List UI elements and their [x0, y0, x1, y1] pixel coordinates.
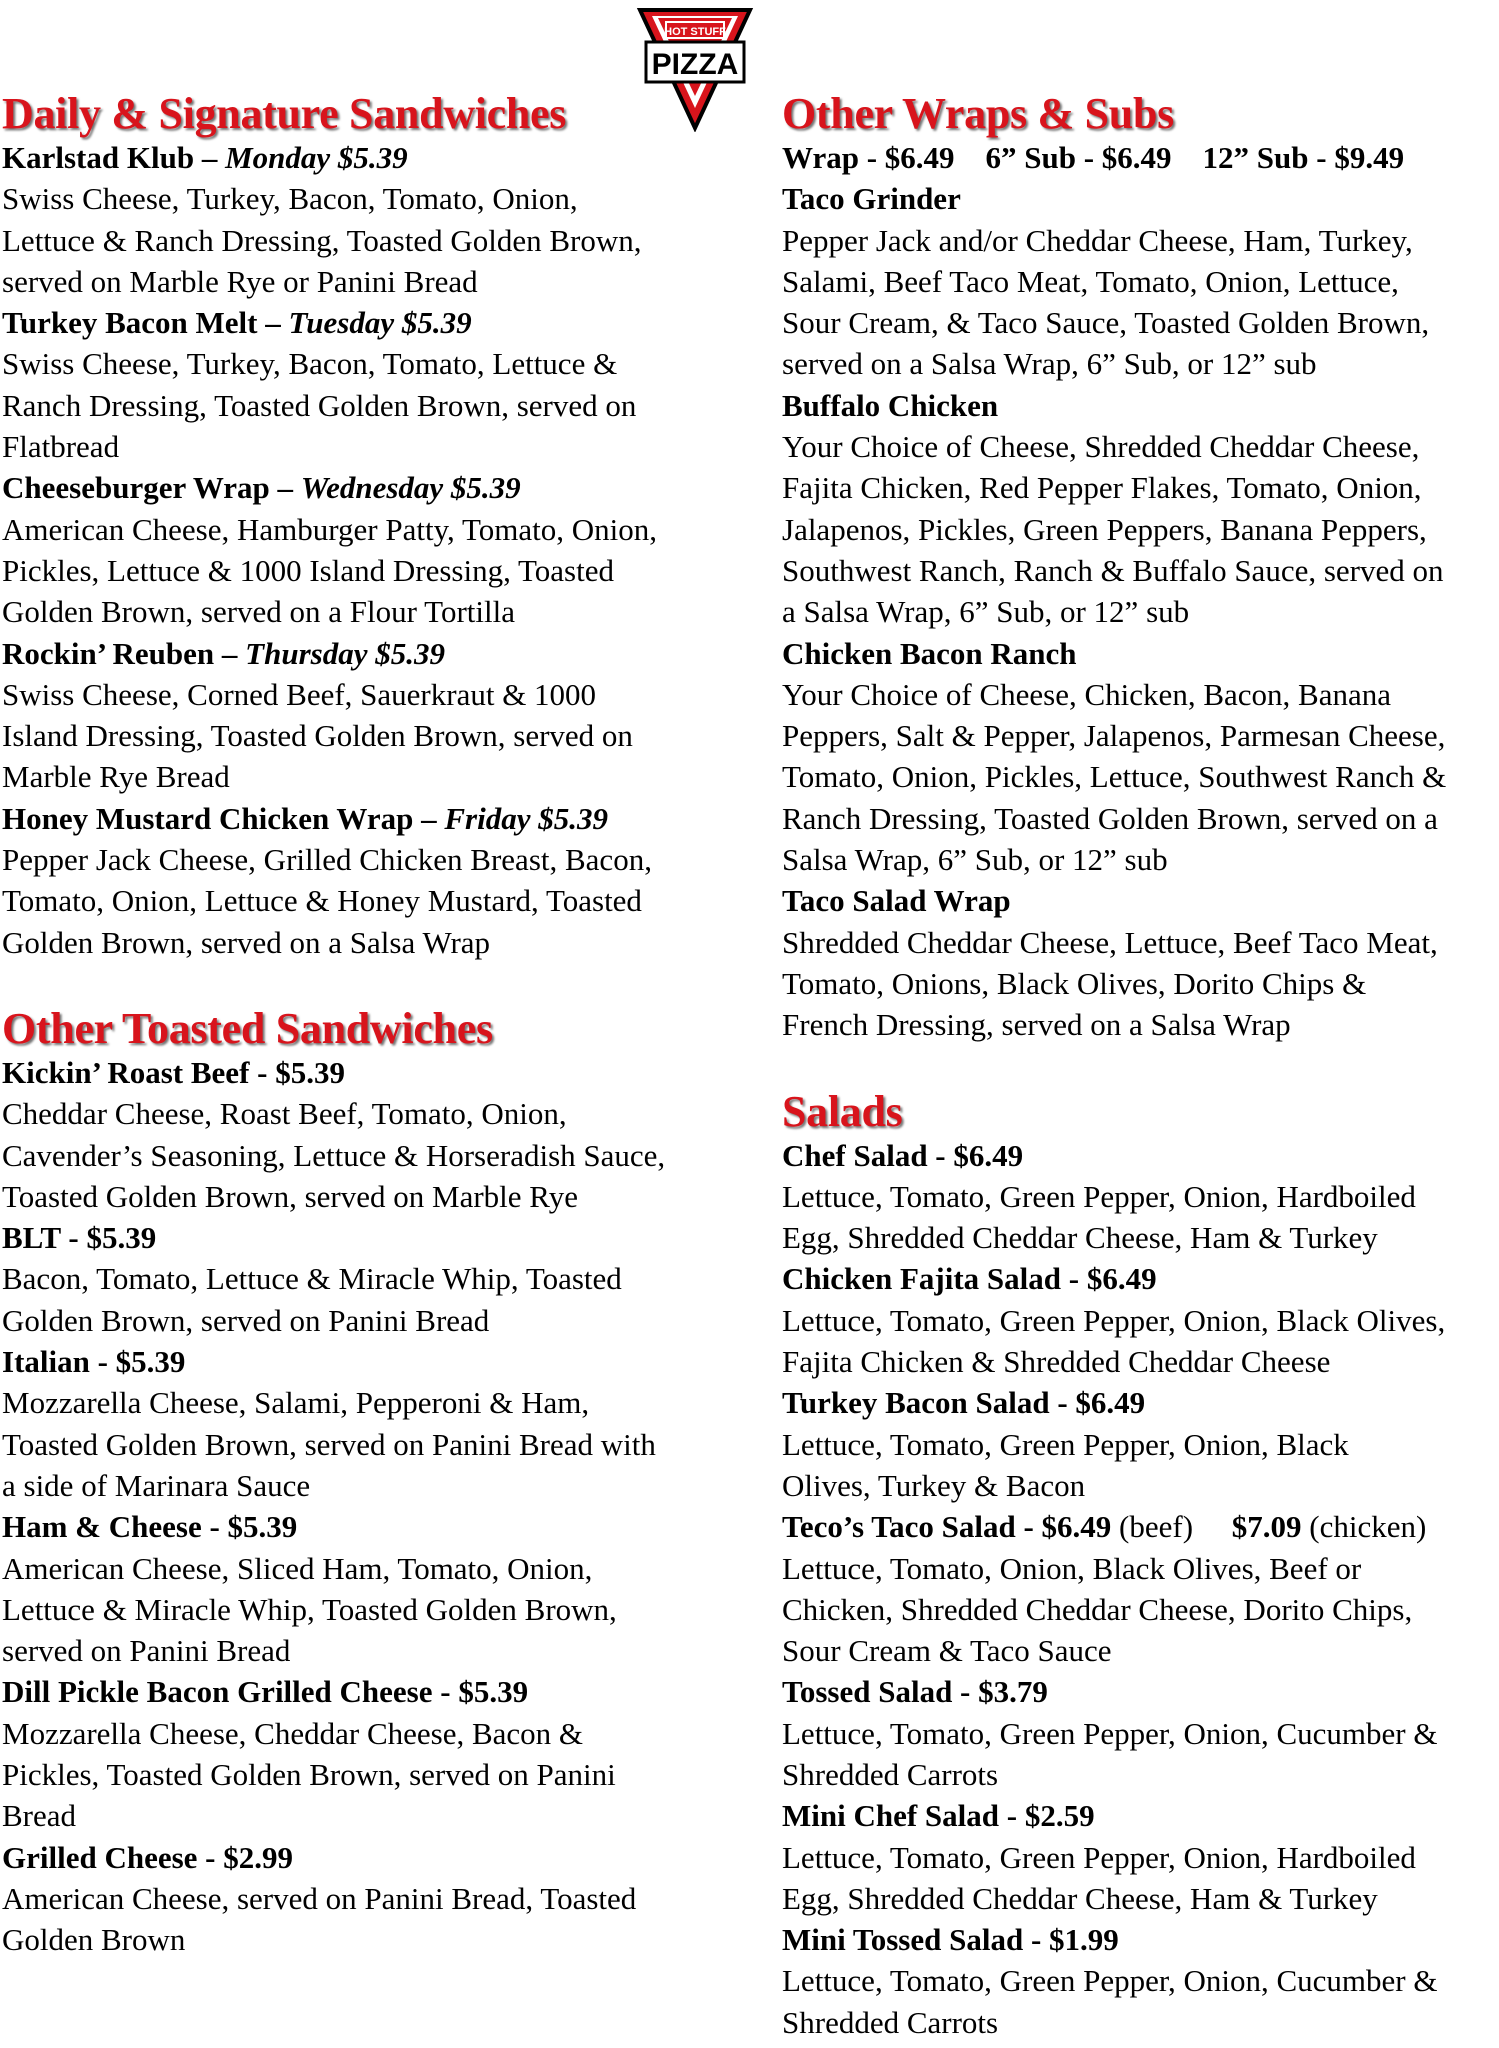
menu-item-title [782, 1506, 1499, 1547]
menu-item-description: Swiss Cheese, Turkey, Bacon, Tomato, Onion, Lettuce & Ranch Dressing, Toasted Golden Brown, served on Marble Rye or Panini Bread [2, 181, 642, 299]
menu-item-day-price: Thursday $5.39 [245, 635, 445, 671]
menu-item-title [2, 1217, 742, 1258]
menu-item-title [782, 1382, 1499, 1423]
menu-item-title [2, 302, 742, 343]
menu-item-price-alt: $7.09 [1193, 1509, 1302, 1545]
menu-item-name: Honey Mustard Chicken Wrap – [2, 800, 445, 836]
menu-item [2, 1837, 742, 1961]
menu-item-title [2, 1837, 742, 1878]
menu-item-description: Lettuce, Tomato, Green Pepper, Onion, Hardboiled Egg, Shredded Cheddar Cheese, Ham & Turkey [782, 1839, 1416, 1916]
menu-item-description: American Cheese, Hamburger Patty, Tomato, Onion, Pickles, Lettuce & 1000 Island Dressing, Toasted Golden Brown, served on a Flour Tortilla [2, 511, 657, 630]
menu-item [782, 1671, 1499, 1795]
menu-item-description: Your Choice of Cheese, Shredded Cheddar Cheese, Fajita Chicken, Red Pepper Flakes, Tomato, Onion, Jalapenos, Pickles, Green Peppers, Banana Peppers, Southwest Ranch, Ranch & Buffalo Sauce, served on a Salsa Wrap, 6” Sub, or 12” sub [782, 429, 1444, 630]
menu-item-description: Cheddar Cheese, Roast Beef, Tomato, Onion, Cavender’s Seasoning, Lettuce & Horseradish Sauce, Toasted Golden Brown, served on Marble Rye [2, 1096, 666, 1214]
menu-item-option-chicken: (chicken) [1301, 1509, 1427, 1545]
menu-item-name: Buffalo Chicken [782, 387, 999, 423]
menu-item-description: Lettuce, Tomato, Green Pepper, Onion, Cucumber & Shredded Carrots [782, 1963, 1438, 2040]
menu-item-day-price: Tuesday $5.39 [288, 305, 472, 341]
menu-item [2, 1217, 742, 1341]
menu-item-name: Mini Tossed Salad - $1.99 [782, 1922, 1119, 1958]
menu-item [782, 880, 1499, 1045]
menu-item-description: American Cheese, served on Panini Bread, Toasted Golden Brown [2, 1880, 637, 1958]
menu-item-description: Lettuce, Tomato, Green Pepper, Onion, Hardboiled Egg, Shredded Cheddar Cheese, Ham & Turkey [782, 1178, 1416, 1256]
menu-item-description: Bacon, Tomato, Lettuce & Miracle Whip, Toasted Golden Brown, served on Panini Bread [2, 1261, 622, 1338]
menu-item-name: BLT - $5.39 [2, 1220, 157, 1256]
menu-item-name: Tossed Salad - $3.79 [782, 1674, 1048, 1710]
menu-item-name: Mini Chef Salad - $2.59 [782, 1798, 1095, 1834]
menu-item-description: Swiss Cheese, Turkey, Bacon, Tomato, Lettuce & Ranch Dressing, Toasted Golden Brown, served on Flatbread [2, 346, 637, 465]
section-title-daily: Daily & Signature Sandwiches [2, 89, 567, 138]
menu-item-title [782, 880, 1499, 921]
menu-item-description: Lettuce, Tomato, Onion, Black Olives, Beef or Chicken, Shredded Cheddar Cheese, Dorito Chips, Sour Cream & Taco Sauce [782, 1550, 1413, 1669]
menu-item-title [2, 467, 742, 508]
menu-item-description: Lettuce, Tomato, Green Pepper, Onion, Cucumber & Shredded Carrots [782, 1715, 1438, 1792]
menu-item-title [782, 633, 1499, 674]
menu-item-description: Mozzarella Cheese, Cheddar Cheese, Bacon & Pickles, Toasted Golden Brown, served on Panini Bread [2, 1715, 616, 1834]
menu-item-description: Mozzarella Cheese, Salami, Pepperoni & Ham, Toasted Golden Brown, served on Panini Bread with a side of Marinara Sauce [2, 1385, 656, 1503]
menu-item-day-price: Friday $5.39 [444, 800, 608, 836]
section-title-wraps: Other Wraps & Subs [782, 89, 1174, 138]
menu-item-name: Taco Salad Wrap [782, 883, 1011, 919]
menu-item [782, 633, 1499, 881]
menu-item-description: Pepper Jack and/or Cheddar Cheese, Ham, Turkey, Salami, Beef Taco Meat, Tomato, Onion, Lettuce, Sour Cream, & Taco Sauce, Toasted Golden Brown, served on a Salsa Wrap, 6” Sub, or 12” sub [782, 222, 1430, 382]
wraps-prices: Wrap - $6.49 6” Sub - $6.49 12” Sub - $9.49 [782, 140, 1405, 175]
menu-item-name: Turkey Bacon Salad - $6.49 [782, 1385, 1146, 1421]
menu-item [782, 178, 1499, 384]
section-title-salads: Salads [782, 1086, 903, 1136]
menu-item-description: Swiss Cheese, Corned Beef, Sauerkraut & 1000 Island Dressing, Toasted Golden Brown, served on Marble Rye Bread [2, 676, 633, 795]
menu-item-description: Lettuce, Tomato, Green Pepper, Onion, Black Olives, Turkey & Bacon [782, 1426, 1349, 1503]
menu-item-option-beef: (beef) [1111, 1509, 1194, 1545]
menu-item-name: Kickin’ Roast Beef - $5.39 [2, 1054, 345, 1090]
menu-item [2, 302, 742, 467]
menu-item-name: Ham & Cheese - $5.39 [2, 1509, 298, 1545]
menu-item-name: Cheeseburger Wrap – [2, 470, 301, 506]
menu-item [782, 1258, 1499, 1382]
menu-item-title [782, 1258, 1499, 1299]
menu-item-name: Grilled Cheese - $2.99 [2, 1839, 294, 1875]
menu-item [2, 1671, 742, 1836]
menu-item-name: Italian - $5.39 [2, 1344, 186, 1380]
menu-item [2, 137, 742, 302]
menu-item-name: Teco’s Taco Salad - $6.49 [782, 1509, 1112, 1545]
menu-item [2, 633, 742, 798]
menu-item-name: Karlstad Klub – [2, 140, 226, 175]
menu-item-name: Rockin’ Reuben – [2, 635, 246, 671]
menu-item-title [2, 137, 742, 178]
menu-item-title [782, 1919, 1499, 1960]
daily-signature-section [2, 91, 742, 963]
menu-item-description: Shredded Cheddar Cheese, Lettuce, Beef Taco Meat, Tomato, Onions, Black Olives, Dorito Chips & French Dressing, served on a Salsa Wrap [782, 924, 1438, 1043]
right-column [782, 0, 1499, 2043]
wraps-subs-section [782, 91, 1499, 1046]
menu-item-name: Taco Grinder [782, 181, 961, 217]
menu-item-description: American Cheese, Sliced Ham, Tomato, Onion, Lettuce & Miracle Whip, Toasted Golden Brown, served on Panini Bread [2, 1550, 617, 1669]
logo-top-text: HOT STUFF [664, 26, 726, 38]
menu-item-description: Your Choice of Cheese, Chicken, Bacon, Banana Peppers, Salt & Pepper, Jalapenos, Parmesan Cheese, Tomato, Onion, Pickles, Lettuce, Southwest Ranch & Ranch Dressing, Toasted Golden Brown, served on a Salsa Wrap, 6” Sub, or 12” sub [782, 676, 1447, 878]
menu-item [782, 1795, 1499, 1919]
menu-item [2, 467, 742, 632]
menu-item [2, 798, 742, 963]
menu-item-name: Chef Salad - $6.49 [782, 1137, 1024, 1173]
menu-item [782, 385, 1499, 633]
menu-item-title [2, 1341, 742, 1382]
menu-item-name: Turkey Bacon Melt – [2, 305, 289, 341]
menu-item-name: Chicken Bacon Ranch [782, 635, 1077, 671]
menu-item-day-price: Wednesday $5.39 [300, 470, 521, 506]
menu-item [782, 1919, 1499, 2043]
menu-item-title [782, 1671, 1499, 1712]
other-toasted-section [2, 1003, 742, 1961]
menu-item-title [2, 798, 742, 839]
menu-item-title [782, 1135, 1499, 1176]
logo-main-text: PIZZA [651, 48, 739, 81]
left-column [2, 0, 742, 1960]
menu-item [782, 1506, 1499, 1671]
menu-item [782, 1382, 1499, 1506]
section-title-toasted: Other Toasted Sandwiches [2, 1003, 493, 1053]
salads-section [782, 1086, 1499, 2044]
menu-item-title [782, 385, 1499, 426]
menu-item-title [2, 633, 742, 674]
menu-item [782, 1135, 1499, 1259]
menu-item [2, 1506, 742, 1671]
menu-item-description: Pepper Jack Cheese, Grilled Chicken Breast, Bacon, Tomato, Onion, Lettuce & Honey Mustard, Toasted Golden Brown, served on a Salsa Wrap [2, 842, 652, 960]
menu-item-title [2, 1506, 742, 1547]
menu-item-description: Lettuce, Tomato, Green Pepper, Onion, Black Olives, Fajita Chicken & Shredded Cheddar Cheese [782, 1302, 1446, 1380]
menu-item-title [2, 1052, 742, 1093]
menu-item-title [2, 1671, 742, 1712]
menu-item-day-price: Monday $5.39 [225, 140, 408, 175]
menu-item [2, 1052, 742, 1217]
menu-item [2, 1341, 742, 1506]
menu-item-title [782, 1795, 1499, 1836]
menu-item-name: Chicken Fajita Salad - $6.49 [782, 1261, 1157, 1297]
menu-item-title [782, 178, 1499, 219]
menu-item-name: Dill Pickle Bacon Grilled Cheese - $5.39 [2, 1674, 529, 1710]
